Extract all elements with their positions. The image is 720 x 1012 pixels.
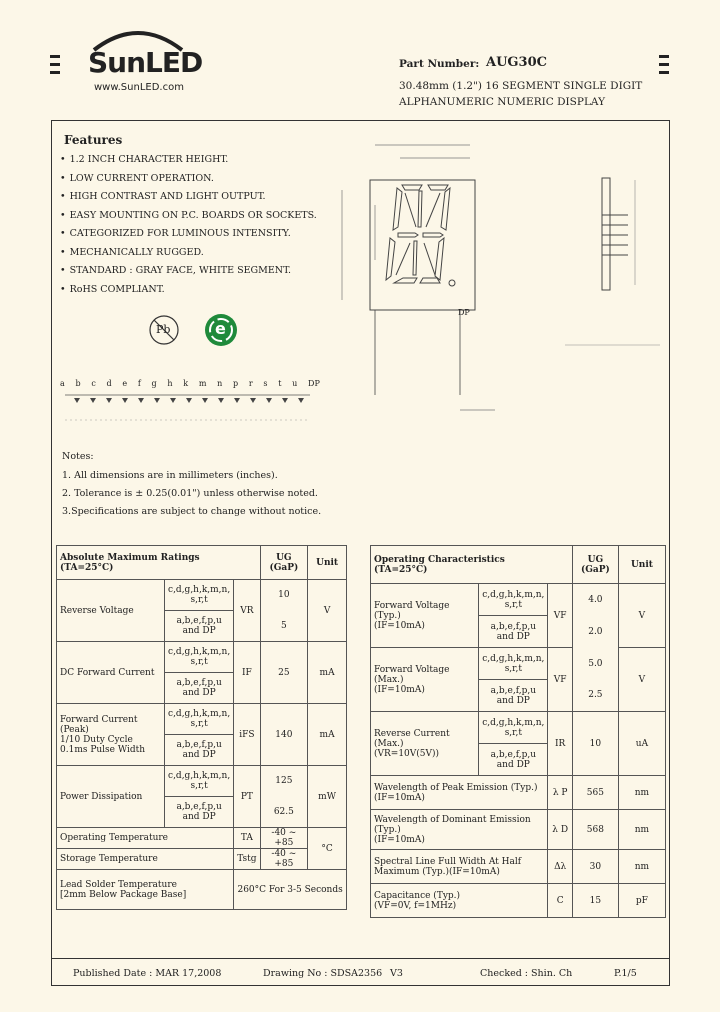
op-col-unit: Unit: [618, 546, 665, 584]
dom-wl-cond: (IF=10mA): [374, 834, 425, 845]
part-number: AUG30C: [486, 55, 547, 70]
features-title: Features: [64, 133, 123, 147]
dc-group-2: a,b,e,f,p,u and DP: [165, 673, 234, 704]
storage-temp-value: -40 ~ +85: [260, 849, 308, 870]
peak-wl-unit: nm: [618, 776, 665, 810]
document-footer: [51, 958, 670, 987]
pd-unit: mW: [308, 766, 347, 828]
col-unit: Unit: [308, 546, 347, 580]
feature-item: • EASY MOUNTING ON P.C. BOARDS OR SOCKETS.: [60, 210, 317, 229]
op-temp-value: -40 ~ +85: [260, 828, 308, 849]
vf-max-label: Forward Voltage (Max.): [374, 664, 450, 685]
note-item: 2. Tolerance is ± 0.25(0.01") unless otherwise noted.: [62, 488, 318, 499]
dc-unit: mA: [308, 642, 347, 704]
capacitance-label: Capacitance (Typ.): [374, 890, 461, 901]
vf-typ-symbol: VF: [548, 584, 573, 648]
pin-label: u: [292, 379, 298, 388]
version: V3: [390, 967, 403, 979]
note-item: 3.Specifications are subject to change without notice.: [62, 506, 322, 517]
capacitance-value: 15: [572, 884, 618, 918]
vf-typ-group-2: a,b,e,f,p,u and DP: [479, 616, 548, 648]
pin-label: n: [217, 379, 223, 388]
spectral-width-unit: nm: [618, 850, 665, 884]
pd-value-1: 125: [260, 766, 308, 797]
checked-by: Checked : Shin. Ch: [480, 967, 573, 979]
op-table-condition: (TA=25°C): [374, 564, 428, 575]
col-ug: UG: [276, 552, 292, 563]
pk-group-2: a,b,e,f,p,u and DP: [165, 735, 234, 766]
rev-label: Reverse Voltage: [57, 580, 165, 642]
dc-symbol: IF: [234, 642, 260, 704]
solder-value: 260°C For 3-5 Seconds: [234, 870, 347, 910]
vf-max-unit: V: [618, 648, 665, 712]
spectral-width-value: 30: [572, 850, 618, 884]
feature-item: • STANDARD : GRAY FACE, WHITE SEGMENT.: [60, 265, 317, 284]
pin-label: DP: [308, 379, 320, 388]
abs-table-title: Absolute Maximum Ratings: [60, 552, 200, 563]
eco-label: e: [215, 319, 226, 338]
dom-wl-label: Wavelength of Dominant Emission (Typ.): [374, 814, 531, 835]
pin-label: g: [151, 379, 157, 388]
notes-title: Notes:: [62, 451, 94, 462]
op-col-ug-sub: (GaP): [580, 564, 610, 575]
pin-label: b: [75, 379, 81, 388]
pd-value-2: 62.5: [260, 797, 308, 828]
rev-group-2: a,b,e,f,p,u and DP: [165, 611, 234, 642]
feature-item: • 1.2 INCH CHARACTER HEIGHT.: [60, 154, 317, 173]
vf-typ-label: Forward Voltage (Typ.): [374, 600, 450, 621]
vf-typ-group-1: c,d,g,h,k,m,n, s,r,t: [479, 584, 548, 616]
capacitance-symbol: C: [548, 884, 573, 918]
dc-label: DC Forward Current: [57, 642, 165, 704]
description-line-1: 30.48mm (1.2") 16 SEGMENT SINGLE DIGIT: [399, 80, 643, 92]
op-col-ug: UG: [587, 554, 604, 565]
pin-label: a: [60, 379, 65, 388]
rev-value-1: 10: [260, 580, 308, 611]
capacitance-unit: pF: [618, 884, 665, 918]
page-number: P.1/5: [614, 967, 637, 979]
rev-unit: V: [308, 580, 347, 642]
vf-typ-value-2: 2.0: [572, 616, 618, 648]
rev-value-2: 5: [260, 611, 308, 642]
brand-logo: [82, 20, 203, 95]
internal-circuit-diagram: [60, 390, 320, 425]
peak-wl-symbol: λ P: [548, 776, 573, 810]
abs-table-condition: (TA=25°C): [60, 562, 114, 573]
op-temp-label: Operating Temperature: [57, 828, 234, 849]
peak-wl-cond: (IF=10mA): [374, 792, 425, 803]
col-ug-sub: (GaP): [269, 562, 299, 573]
pin-label: r: [248, 379, 253, 388]
ir-symbol: IR: [548, 712, 573, 776]
pin-label: f: [137, 379, 141, 388]
spectral-width-label: Spectral Line Full Width At Half Maximum (Typ.)(IF=10mA): [371, 850, 548, 884]
feature-item: • LOW CURRENT OPERATION.: [60, 173, 317, 192]
dc-value: 25: [260, 642, 308, 704]
pk-label-1: Forward Current (Peak): [60, 714, 138, 735]
ir-unit: uA: [618, 712, 665, 776]
ir-cond: (VR=10V(5V)): [374, 748, 440, 759]
vf-typ-value-1: 4.0: [572, 584, 618, 616]
solder-label-2: [2mm Below Package Base]: [60, 889, 187, 900]
website-link[interactable]: www.SunLED.com: [94, 82, 184, 93]
pin-label: d: [106, 379, 112, 388]
pd-label: Power Dissipation: [57, 766, 165, 828]
pin-label: c: [91, 379, 96, 388]
pin-label: e: [122, 379, 128, 388]
capacitance-cond: (VF=0V, f=1MHz): [374, 900, 457, 911]
ir-group-2: a,b,e,f,p,u and DP: [479, 744, 548, 776]
package-side-view: [560, 170, 670, 360]
vf-typ-cond: (IF=10mA): [374, 620, 425, 631]
feature-item: • HIGH CONTRAST AND LIGHT OUTPUT.: [60, 191, 317, 210]
pk-unit: mA: [308, 704, 347, 766]
ir-value: 10: [572, 712, 618, 776]
brand-name: SunLED: [88, 46, 203, 79]
description-line-2: ALPHANUMERIC NUMERIC DISPLAY: [399, 96, 606, 108]
solder-label-1: Lead Solder Temperature: [60, 879, 177, 890]
features-list: [60, 154, 317, 302]
absolute-max-ratings-table: [56, 545, 347, 910]
peak-wl-value: 565: [572, 776, 618, 810]
pin-label: k: [183, 379, 189, 388]
pin-label: p: [233, 379, 239, 388]
published-date: Published Date : MAR 17,2008: [73, 967, 222, 979]
dp-label: DP: [458, 308, 470, 317]
dom-wl-unit: nm: [618, 810, 665, 850]
op-table-title: Operating Characteristics: [374, 554, 505, 565]
rohs-eco-icon: [203, 312, 239, 348]
rev-group-1: c,d,g,h,k,m,n, s,r,t: [165, 580, 234, 611]
pb-free-icon: [148, 314, 180, 346]
pk-value: 140: [260, 704, 308, 766]
vf-max-value-2: 2.5: [572, 680, 618, 712]
sixteen-segment-digit-icon: [380, 175, 470, 295]
drawing-number: Drawing No : SDSA2356: [263, 967, 383, 979]
peak-wl-label: Wavelength of Peak Emission (Typ.): [374, 782, 538, 793]
storage-temp-symbol: Tstg: [234, 849, 260, 870]
ir-group-1: c,d,g,h,k,m,n, s,r,t: [479, 712, 548, 744]
vf-typ-unit: V: [618, 584, 665, 648]
vf-max-cond: (IF=10mA): [374, 684, 425, 695]
pin-label: m: [198, 379, 207, 388]
pin-label: s: [263, 379, 268, 388]
dom-wl-symbol: λ D: [548, 810, 573, 850]
feature-item: • CATEGORIZED FOR LUMINOUS INTENSITY.: [60, 228, 317, 247]
feature-item: • MECHANICALLY RUGGED.: [60, 247, 317, 266]
pd-group-1: c,d,g,h,k,m,n, s,r,t: [165, 766, 234, 797]
operating-characteristics-table: [370, 545, 666, 918]
pin-label: h: [167, 379, 173, 388]
pk-label-2: 1/10 Duty Cycle: [60, 734, 133, 745]
ir-label: Reverse Current (Max.): [374, 728, 450, 749]
pd-symbol: PT: [234, 766, 260, 828]
pb-label: Pb: [156, 323, 171, 336]
part-number-label: Part Number:: [399, 58, 480, 70]
pin-label-row: [60, 379, 320, 388]
dc-group-1: c,d,g,h,k,m,n, s,r,t: [165, 642, 234, 673]
rev-symbol: VR: [234, 580, 260, 642]
vf-max-value-1: 5.0: [572, 648, 618, 680]
pk-label-3: 0.1ms Pulse Width: [60, 744, 146, 755]
vf-max-group-1: c,d,g,h,k,m,n, s,r,t: [479, 648, 548, 680]
storage-temp-label: Storage Temperature: [57, 849, 234, 870]
temp-unit: °C: [308, 828, 347, 870]
op-temp-symbol: TA: [234, 828, 260, 849]
feature-item: • RoHS COMPLIANT.: [60, 284, 317, 303]
spectral-width-symbol: Δλ: [548, 850, 573, 884]
pk-symbol: iFS: [234, 704, 260, 766]
pd-group-2: a,b,e,f,p,u and DP: [165, 797, 234, 828]
note-item: 1. All dimensions are in millimeters (inches).: [62, 470, 278, 481]
pk-group-1: c,d,g,h,k,m,n, s,r,t: [165, 704, 234, 735]
vf-max-symbol: VF: [548, 648, 573, 712]
dom-wl-value: 568: [572, 810, 618, 850]
vf-max-group-2: a,b,e,f,p,u and DP: [479, 680, 548, 712]
pin-label: t: [278, 379, 282, 388]
